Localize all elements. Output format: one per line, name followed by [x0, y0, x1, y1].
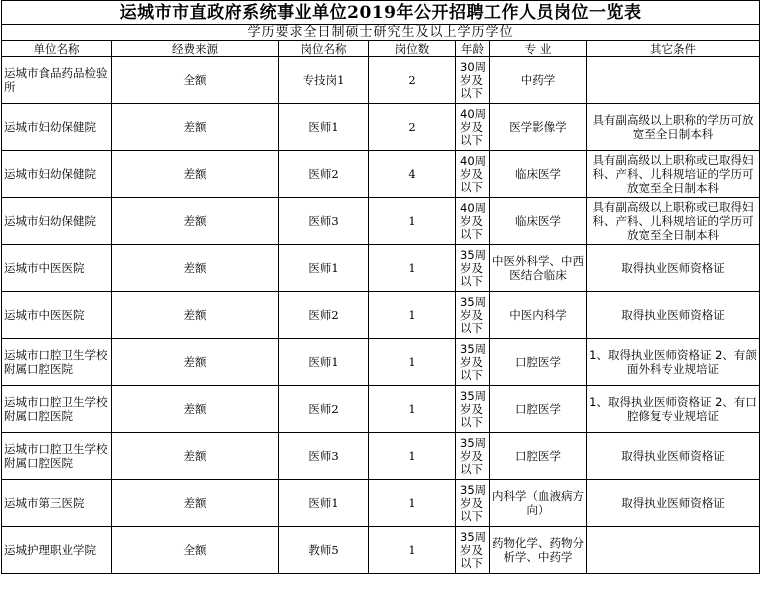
cell-unit: 运城市食品药品检验所 [2, 57, 112, 104]
cell-count: 1 [369, 245, 456, 292]
cell-other [587, 57, 760, 104]
cell-other: 取得执业医师资格证 [587, 480, 760, 527]
cell-other: 具有副高级以上职称的学历可放宽至全日制本科 [587, 104, 760, 151]
cell-count: 1 [369, 339, 456, 386]
page-title: 运城市市直政府系统事业单位2019年公开招聘工作人员岗位一览表 [2, 1, 760, 25]
cell-major: 口腔医学 [490, 386, 587, 433]
cell-age: 30周岁及以下 [456, 57, 490, 104]
cell-position: 专技岗1 [279, 57, 369, 104]
cell-unit: 运城市口腔卫生学校附属口腔医院 [2, 339, 112, 386]
cell-major: 中医外科学、中西医结合临床 [490, 245, 587, 292]
cell-unit: 运城市口腔卫生学校附属口腔医院 [2, 433, 112, 480]
table-row [2, 339, 760, 386]
cell-funding: 差额 [112, 480, 279, 527]
cell-unit: 运城护理职业学院 [2, 527, 112, 574]
table-row [2, 151, 760, 198]
cell-other: 取得执业医师资格证 [587, 292, 760, 339]
cell-position: 医师1 [279, 480, 369, 527]
cell-unit: 运城市第三医院 [2, 480, 112, 527]
cell-funding: 差额 [112, 245, 279, 292]
cell-age: 35周岁及以下 [456, 339, 490, 386]
cell-other: 具有副高级以上职称或已取得妇科、产科、儿科规培证的学历可放宽至全日制本科 [587, 198, 760, 245]
cell-funding: 全额 [112, 57, 279, 104]
cell-age: 40周岁及以下 [456, 151, 490, 198]
cell-position: 医师2 [279, 151, 369, 198]
cell-other: 取得执业医师资格证 [587, 433, 760, 480]
cell-position: 医师3 [279, 433, 369, 480]
cell-major: 中药学 [490, 57, 587, 104]
cell-major: 口腔医学 [490, 433, 587, 480]
table-row [2, 527, 760, 574]
cell-major: 药物化学、药物分析学、中药学 [490, 527, 587, 574]
cell-position: 医师1 [279, 339, 369, 386]
cell-count: 1 [369, 527, 456, 574]
table-row [2, 292, 760, 339]
cell-unit: 运城市口腔卫生学校附属口腔医院 [2, 386, 112, 433]
cell-unit: 运城市妇幼保健院 [2, 104, 112, 151]
table-row [2, 57, 760, 104]
cell-age: 35周岁及以下 [456, 527, 490, 574]
cell-funding: 差额 [112, 151, 279, 198]
cell-major: 内科学（血液病方向） [490, 480, 587, 527]
cell-unit: 运城市中医医院 [2, 245, 112, 292]
header-count: 岗位数 [369, 41, 456, 57]
cell-unit: 运城市中医医院 [2, 292, 112, 339]
cell-age: 35周岁及以下 [456, 433, 490, 480]
cell-other: 取得执业医师资格证 [587, 245, 760, 292]
cell-funding: 差额 [112, 198, 279, 245]
cell-unit: 运城市妇幼保健院 [2, 151, 112, 198]
header-unit: 单位名称 [2, 41, 112, 57]
cell-position: 医师2 [279, 292, 369, 339]
cell-position: 医师1 [279, 245, 369, 292]
cell-funding: 差额 [112, 104, 279, 151]
header-age: 年龄 [456, 41, 490, 57]
header-row [2, 41, 760, 57]
cell-position: 医师2 [279, 386, 369, 433]
cell-age: 35周岁及以下 [456, 292, 490, 339]
cell-funding: 差额 [112, 433, 279, 480]
cell-position: 教师5 [279, 527, 369, 574]
table-row [2, 245, 760, 292]
cell-count: 1 [369, 480, 456, 527]
cell-count: 4 [369, 151, 456, 198]
cell-age: 35周岁及以下 [456, 480, 490, 527]
cell-major: 中医内科学 [490, 292, 587, 339]
table-row [2, 480, 760, 527]
cell-count: 1 [369, 292, 456, 339]
cell-funding: 全额 [112, 527, 279, 574]
cell-other: 1、取得执业医师资格证 2、有颌面外科专业规培证 [587, 339, 760, 386]
positions-table [1, 0, 760, 574]
cell-major: 临床医学 [490, 151, 587, 198]
cell-unit: 运城市妇幼保健院 [2, 198, 112, 245]
header-funding: 经费来源 [112, 41, 279, 57]
cell-other [587, 527, 760, 574]
cell-count: 2 [369, 57, 456, 104]
cell-age: 35周岁及以下 [456, 386, 490, 433]
cell-count: 1 [369, 386, 456, 433]
cell-position: 医师1 [279, 104, 369, 151]
table-row [2, 104, 760, 151]
cell-other: 1、取得执业医师资格证 2、有口腔修复专业规培证 [587, 386, 760, 433]
cell-funding: 差额 [112, 292, 279, 339]
cell-funding: 差额 [112, 386, 279, 433]
page-subtitle: 学历要求全日制硕士研究生及以上学历学位 [2, 25, 760, 41]
header-other: 其它条件 [587, 41, 760, 57]
cell-count: 1 [369, 198, 456, 245]
cell-funding: 差额 [112, 339, 279, 386]
cell-age: 40周岁及以下 [456, 198, 490, 245]
cell-major: 医学影像学 [490, 104, 587, 151]
cell-major: 口腔医学 [490, 339, 587, 386]
header-position: 岗位名称 [279, 41, 369, 57]
cell-count: 1 [369, 433, 456, 480]
header-major: 专 业 [490, 41, 587, 57]
table-row [2, 386, 760, 433]
cell-major: 临床医学 [490, 198, 587, 245]
cell-age: 35周岁及以下 [456, 245, 490, 292]
cell-age: 40周岁及以下 [456, 104, 490, 151]
cell-position: 医师3 [279, 198, 369, 245]
cell-other: 具有副高级以上职称或已取得妇科、产科、儿科规培证的学历可放宽至全日制本科 [587, 151, 760, 198]
table-row [2, 433, 760, 480]
cell-count: 2 [369, 104, 456, 151]
table-row [2, 198, 760, 245]
